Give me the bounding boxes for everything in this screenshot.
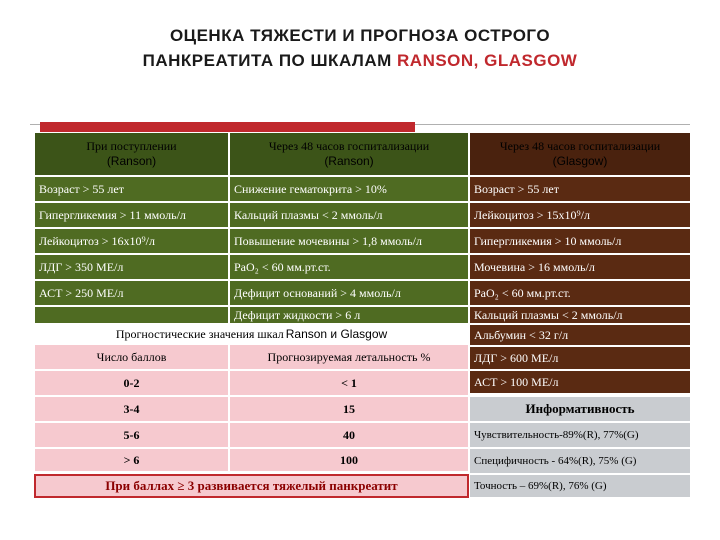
header-col2 <box>229 132 469 176</box>
header-col1-scale: (Ranson) <box>106 154 157 168</box>
title-line-1: ОЦЕНКА ТЯЖЕСТИ И ПРОГНОЗА ОСТРОГО <box>169 26 551 45</box>
col2-row-1: Снижение гематокрита > 10% <box>229 176 469 202</box>
severity-warning: При баллах ≥ 3 развивается тяжелый панкреатит <box>34 474 469 498</box>
col1-row-2: Гипергликемия > 11 ммоль/л <box>34 202 229 228</box>
prognosis-row-4-score: > 6 <box>34 448 229 472</box>
prognosis-row-1-mortality: < 1 <box>229 370 469 396</box>
col3-row-7: Альбумин < 32 г/л <box>469 324 691 346</box>
col3-row-3: Гипергликемия > 10 ммоль/л <box>469 228 691 254</box>
header-col1-text: При поступлении <box>86 139 177 153</box>
col3-row-9: АСТ > 100 МЕ/л <box>469 370 691 394</box>
criteria-table <box>34 132 691 498</box>
prognosis-title-scales: Ranson и Glasgow <box>285 327 388 341</box>
title-accent: RANSON, GLASGOW <box>397 51 578 70</box>
col3-row-8: ЛДГ > 600 МЕ/л <box>469 346 691 370</box>
header-col3-text: Через 48 часов госпитализации <box>499 139 661 153</box>
prognosis-title-text: Прогностические значения шкал <box>115 326 284 341</box>
prognosis-row-2-mortality: 15 <box>229 396 469 422</box>
decorative-red-bar <box>40 122 415 132</box>
info-title: Информативность <box>469 396 691 422</box>
col3-row-6: Кальций плазмы < 2 ммоль/л <box>469 306 691 324</box>
prognosis-head-mortality: Прогнозируемая летальность % <box>229 344 469 370</box>
title-prefix: ПАНКРЕАТИТА ПО ШКАЛАМ <box>142 51 398 70</box>
header-col2-scale: (Ranson) <box>324 154 374 168</box>
col2-row-4: PaO₂ < 60 мм.рт.ст. <box>229 254 469 280</box>
info-sensitivity: Чувствительность-89%(R), 77%(G) <box>469 422 691 448</box>
header-col2-text: Через 48 часов госпитализации <box>268 139 430 153</box>
header-col3-scale: (Glasgow) <box>552 154 608 168</box>
col2-row-3: Повышение мочевины > 1,8 ммоль/л <box>229 228 469 254</box>
prognosis-title <box>34 324 469 344</box>
col3-row-1: Возраст > 55 лет <box>469 176 691 202</box>
prognosis-row-3-score: 5-6 <box>34 422 229 448</box>
prognosis-row-2-score: 3-4 <box>34 396 229 422</box>
col3-row-5: PaO₂ < 60 мм.рт.ст. <box>469 280 691 306</box>
col1-row-4: ЛДГ > 350 МЕ/л <box>34 254 229 280</box>
col1-row-1: Возраст > 55 лет <box>34 176 229 202</box>
col2-row-6: Дефицит жидкости > 6 л <box>229 306 469 324</box>
col2-row-5: Дефицит оснований > 4 ммоль/л <box>229 280 469 306</box>
col1-row-6-empty <box>34 306 229 324</box>
header-col1 <box>34 132 229 176</box>
title-line-2 <box>0 51 720 71</box>
header-col3 <box>469 132 691 176</box>
col2-row-2: Кальций плазмы < 2 ммоль/л <box>229 202 469 228</box>
prognosis-row-3-mortality: 40 <box>229 422 469 448</box>
col3-row-2: Лейкоцитоз > 15х10⁹/л <box>469 202 691 228</box>
col1-row-3: Лейкоцитоз > 16х10⁹/л <box>34 228 229 254</box>
info-accuracy: Точность – 69%(R), 76% (G) <box>469 474 691 498</box>
prognosis-row-4-mortality: 100 <box>229 448 469 472</box>
prognosis-row-1-score: 0-2 <box>34 370 229 396</box>
prognosis-head-score: Число баллов <box>34 344 229 370</box>
col3-row-4: Мочевина > 16 ммоль/л <box>469 254 691 280</box>
col1-row-5: АСТ > 250 МЕ/л <box>34 280 229 306</box>
info-specificity: Специфичность - 64%(R), 75% (G) <box>469 448 691 474</box>
